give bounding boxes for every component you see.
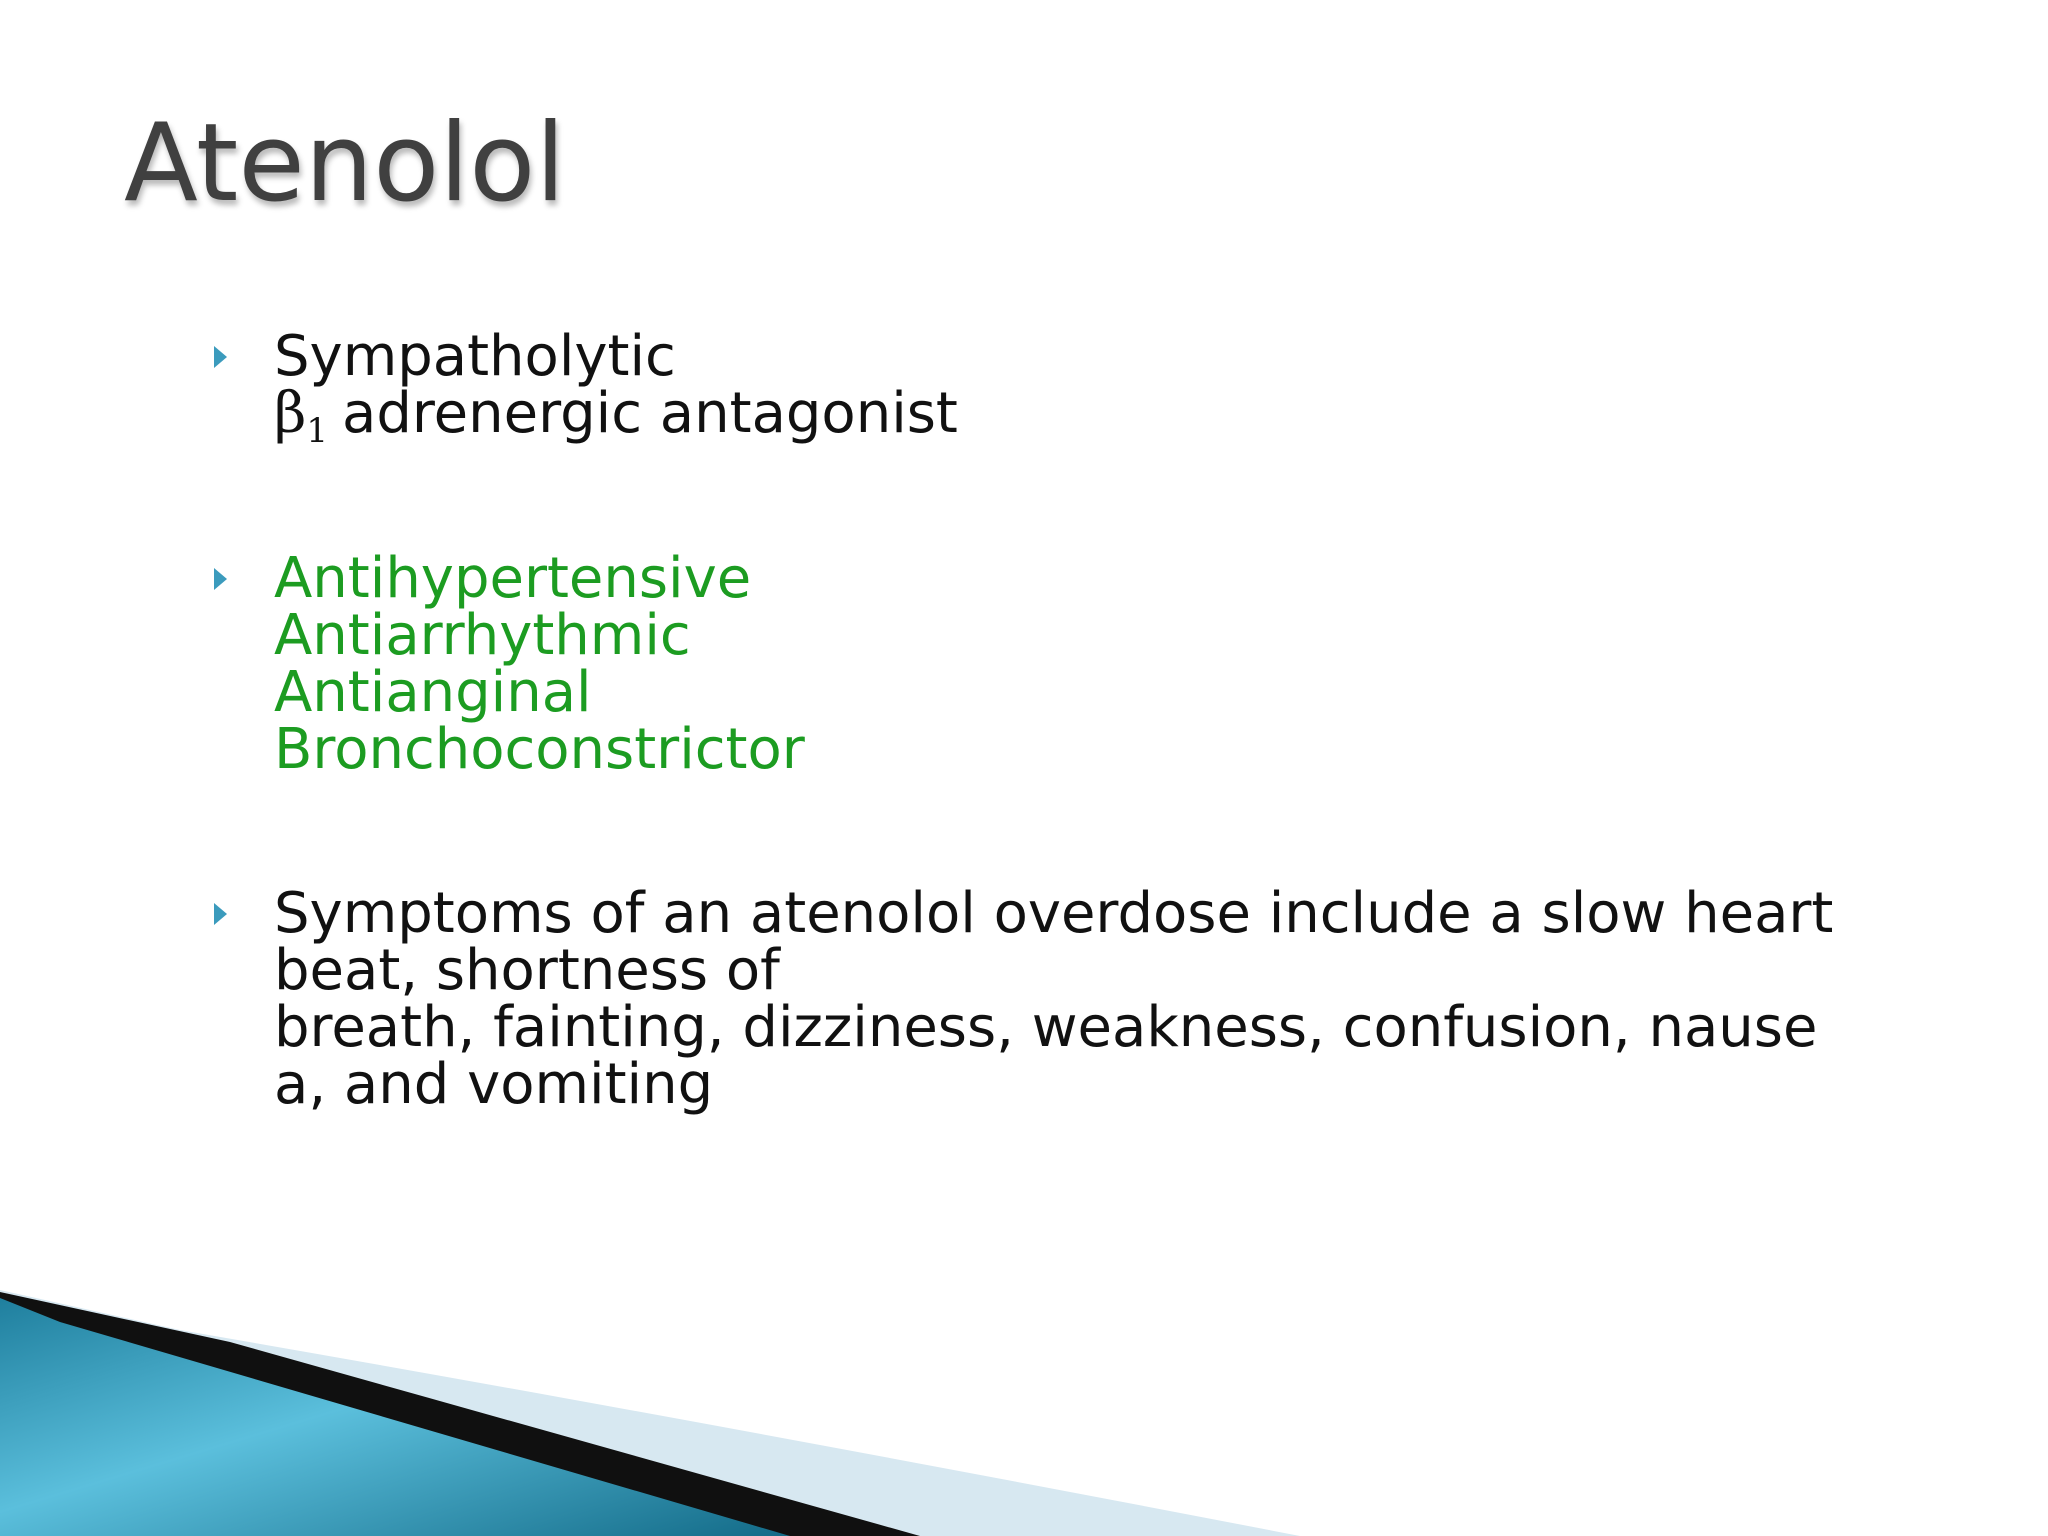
- bullet-item-uses: [214, 546, 805, 782]
- slide-title: Atenolol: [124, 101, 566, 226]
- triangle-right-icon: [214, 903, 227, 925]
- bullet-line: Symptoms of an atenolol overdose include a slow heart: [274, 881, 1834, 946]
- bullet-line: beat, shortness of: [274, 938, 780, 1003]
- bullet-line: Antianginal: [274, 660, 592, 725]
- bullet-line: Antiarrhythmic: [274, 603, 691, 668]
- triangle-right-icon: [214, 346, 227, 368]
- beta-subscript: 1: [306, 411, 329, 451]
- bullet-line-beta: [274, 381, 958, 460]
- bullet-line: a, and vomiting: [274, 1052, 714, 1117]
- bullet-line: Antihypertensive: [274, 546, 752, 611]
- bullet-line: breath, fainting, dizziness, weakness, confusion, nause: [274, 995, 1818, 1060]
- bullet-line-text: adrenergic antagonist: [342, 381, 958, 446]
- bullet-item-overdose: [214, 881, 1834, 1117]
- bullet-line: Sympatholytic: [274, 324, 676, 389]
- bullet-item-mechanism: [214, 324, 958, 460]
- bullet-line: Bronchoconstrictor: [274, 717, 805, 782]
- beta-symbol: β: [274, 381, 307, 446]
- triangle-right-icon: [214, 568, 227, 590]
